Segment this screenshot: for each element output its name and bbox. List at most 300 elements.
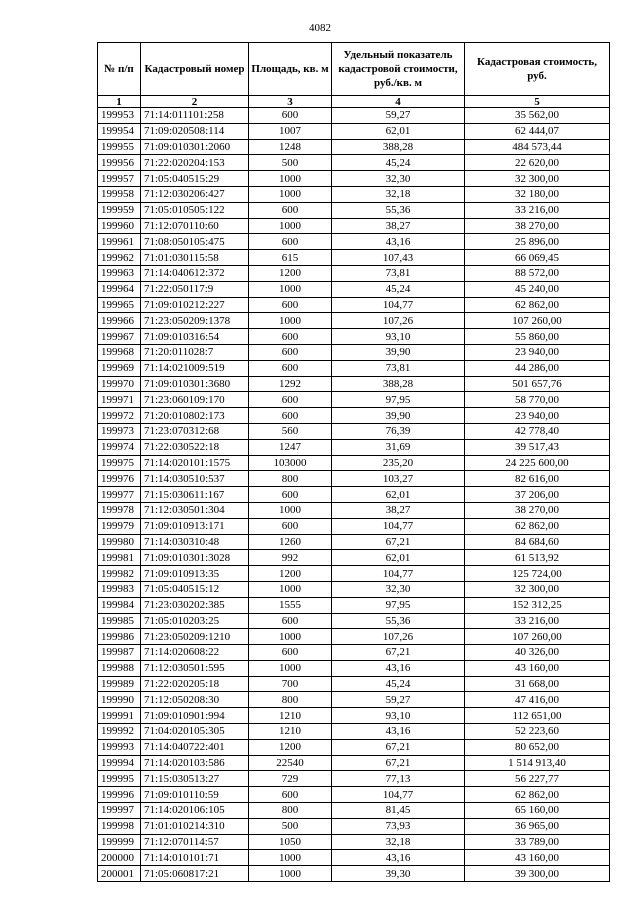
row-number-cell: 199991 — [98, 708, 141, 724]
cadastral-value-cell: 61 513,92 — [465, 550, 610, 566]
column-number: 3 — [249, 96, 332, 108]
area-cell: 1000 — [249, 850, 332, 866]
column-number-row — [98, 96, 610, 108]
area-cell: 1210 — [249, 724, 332, 740]
specific-value-cell: 104,77 — [332, 787, 465, 803]
area-cell: 729 — [249, 771, 332, 787]
area-cell: 600 — [249, 787, 332, 803]
area-cell: 1247 — [249, 439, 332, 455]
row-number-cell: 199983 — [98, 581, 141, 597]
row-number-cell: 199964 — [98, 281, 141, 297]
area-cell: 1000 — [249, 171, 332, 187]
specific-value-cell: 104,77 — [332, 518, 465, 534]
row-number-cell: 199953 — [98, 108, 141, 124]
specific-value-cell: 59,27 — [332, 692, 465, 708]
cadastral-value-cell: 62 444,07 — [465, 123, 610, 139]
cadastral-value-cell: 31 668,00 — [465, 676, 610, 692]
specific-value-cell: 45,24 — [332, 155, 465, 171]
row-number-cell: 199993 — [98, 739, 141, 755]
cadastral-number-cell: 71:15:030513:27 — [141, 771, 249, 787]
cadastral-value-cell: 112 651,00 — [465, 708, 610, 724]
cadastral-number-cell: 71:14:020101:1575 — [141, 455, 249, 471]
cadastral-number-cell: 71:22:020205:18 — [141, 676, 249, 692]
row-number-cell: 199957 — [98, 171, 141, 187]
cadastral-number-cell: 71:23:030202:385 — [141, 597, 249, 613]
row-number-cell: 199970 — [98, 376, 141, 392]
cadastral-value-table — [97, 42, 610, 882]
cadastral-number-cell: 71:05:040515:29 — [141, 171, 249, 187]
table-row — [98, 186, 610, 202]
specific-value-cell: 43,16 — [332, 234, 465, 250]
table-row — [98, 139, 610, 155]
cadastral-number-cell: 71:05:010203:25 — [141, 613, 249, 629]
table-row — [98, 439, 610, 455]
row-number-cell: 199988 — [98, 660, 141, 676]
table-row — [98, 613, 610, 629]
row-number-cell: 199996 — [98, 787, 141, 803]
cadastral-value-cell: 23 940,00 — [465, 408, 610, 424]
specific-value-cell: 103,27 — [332, 471, 465, 487]
row-number-cell: 199955 — [98, 139, 141, 155]
table-row — [98, 581, 610, 597]
row-number-cell: 199981 — [98, 550, 141, 566]
cadastral-number-cell: 71:08:050105:475 — [141, 234, 249, 250]
cadastral-number-cell: 71:09:010301:3680 — [141, 376, 249, 392]
table-row — [98, 392, 610, 408]
area-cell: 700 — [249, 676, 332, 692]
cadastral-value-cell: 88 572,00 — [465, 265, 610, 281]
area-cell: 600 — [249, 408, 332, 424]
specific-value-cell: 107,26 — [332, 313, 465, 329]
specific-value-cell: 43,16 — [332, 724, 465, 740]
specific-value-cell: 38,27 — [332, 218, 465, 234]
table-row — [98, 629, 610, 645]
specific-value-cell: 73,81 — [332, 265, 465, 281]
area-cell: 1200 — [249, 265, 332, 281]
row-number-cell: 199985 — [98, 613, 141, 629]
cadastral-value-cell: 62 862,00 — [465, 787, 610, 803]
cadastral-value-cell: 55 860,00 — [465, 329, 610, 345]
cadastral-value-cell: 45 240,00 — [465, 281, 610, 297]
cadastral-number-cell: 71:09:010110:59 — [141, 787, 249, 803]
specific-value-cell: 32,30 — [332, 581, 465, 597]
table-row — [98, 739, 610, 755]
cadastral-value-cell: 152 312,25 — [465, 597, 610, 613]
table-row — [98, 123, 610, 139]
cadastral-value-cell: 40 326,00 — [465, 645, 610, 661]
row-number-cell: 200001 — [98, 866, 141, 882]
row-number-cell: 199989 — [98, 676, 141, 692]
row-number-cell: 199999 — [98, 834, 141, 850]
specific-value-cell: 67,21 — [332, 755, 465, 771]
specific-value-cell: 107,43 — [332, 250, 465, 266]
specific-value-cell: 45,24 — [332, 676, 465, 692]
area-cell: 560 — [249, 423, 332, 439]
table-row — [98, 818, 610, 834]
row-number-cell: 199994 — [98, 755, 141, 771]
cadastral-value-cell: 484 573,44 — [465, 139, 610, 155]
cadastral-number-cell: 71:12:030501:304 — [141, 502, 249, 518]
cadastral-number-cell: 71:20:011028:7 — [141, 344, 249, 360]
specific-value-cell: 67,21 — [332, 739, 465, 755]
area-cell: 600 — [249, 329, 332, 345]
area-cell: 1000 — [249, 281, 332, 297]
table-row — [98, 487, 610, 503]
row-number-cell: 199984 — [98, 597, 141, 613]
cadastral-value-cell: 52 223,60 — [465, 724, 610, 740]
cadastral-value-cell: 1 514 913,40 — [465, 755, 610, 771]
cadastral-value-cell: 35 562,00 — [465, 108, 610, 124]
area-cell: 500 — [249, 818, 332, 834]
cadastral-value-cell: 82 616,00 — [465, 471, 610, 487]
cadastral-number-cell: 71:22:020204:153 — [141, 155, 249, 171]
cadastral-number-cell: 71:14:030510:537 — [141, 471, 249, 487]
cadastral-number-cell: 71:14:020103:586 — [141, 755, 249, 771]
area-cell: 500 — [249, 155, 332, 171]
specific-value-cell: 93,10 — [332, 329, 465, 345]
cadastral-number-cell: 71:14:021009:519 — [141, 360, 249, 376]
row-number-cell: 199966 — [98, 313, 141, 329]
cadastral-value-cell: 25 896,00 — [465, 234, 610, 250]
table-row — [98, 265, 610, 281]
row-number-cell: 199963 — [98, 265, 141, 281]
row-number-cell: 199990 — [98, 692, 141, 708]
header-row — [98, 43, 610, 96]
specific-value-cell: 107,26 — [332, 629, 465, 645]
cadastral-value-cell: 62 862,00 — [465, 297, 610, 313]
cadastral-number-cell: 71:09:010913:35 — [141, 566, 249, 582]
cadastral-value-cell: 62 862,00 — [465, 518, 610, 534]
table-row — [98, 597, 610, 613]
cadastral-value-cell: 23 940,00 — [465, 344, 610, 360]
cadastral-value-cell: 58 770,00 — [465, 392, 610, 408]
table-row — [98, 502, 610, 518]
area-cell: 600 — [249, 645, 332, 661]
cadastral-number-cell: 71:22:030522:18 — [141, 439, 249, 455]
specific-value-cell: 93,10 — [332, 708, 465, 724]
column-number: 4 — [332, 96, 465, 108]
table-row — [98, 281, 610, 297]
table-body — [98, 108, 610, 882]
specific-value-cell: 43,16 — [332, 850, 465, 866]
cadastral-number-cell: 71:20:010802:173 — [141, 408, 249, 424]
cadastral-number-cell: 71:04:020105:305 — [141, 724, 249, 740]
specific-value-cell: 32,18 — [332, 186, 465, 202]
row-number-cell: 199975 — [98, 455, 141, 471]
row-number-cell: 199959 — [98, 202, 141, 218]
cadastral-number-cell: 71:12:070114:57 — [141, 834, 249, 850]
table-row — [98, 455, 610, 471]
row-number-cell: 199979 — [98, 518, 141, 534]
row-number-cell: 199962 — [98, 250, 141, 266]
table-row — [98, 218, 610, 234]
specific-value-cell: 67,21 — [332, 645, 465, 661]
area-cell: 600 — [249, 297, 332, 313]
row-number-cell: 199982 — [98, 566, 141, 582]
table-row — [98, 108, 610, 124]
cadastral-number-cell: 71:09:010913:171 — [141, 518, 249, 534]
cadastral-number-cell: 71:12:030206:427 — [141, 186, 249, 202]
cadastral-value-cell: 32 300,00 — [465, 171, 610, 187]
specific-value-cell: 59,27 — [332, 108, 465, 124]
specific-value-cell: 81,45 — [332, 803, 465, 819]
specific-value-cell: 39,30 — [332, 866, 465, 882]
specific-value-cell: 76,39 — [332, 423, 465, 439]
area-cell: 1248 — [249, 139, 332, 155]
area-cell: 800 — [249, 692, 332, 708]
row-number-cell: 199954 — [98, 123, 141, 139]
area-cell: 1000 — [249, 218, 332, 234]
table-row — [98, 471, 610, 487]
specific-value-cell: 32,30 — [332, 171, 465, 187]
specific-value-cell: 45,24 — [332, 281, 465, 297]
area-cell: 103000 — [249, 455, 332, 471]
header-row-number: № п/п — [98, 43, 141, 96]
column-number: 2 — [141, 96, 249, 108]
area-cell: 600 — [249, 518, 332, 534]
cadastral-number-cell: 71:14:020106:105 — [141, 803, 249, 819]
cadastral-number-cell: 71:12:030501:595 — [141, 660, 249, 676]
specific-value-cell: 62,01 — [332, 487, 465, 503]
cadastral-value-cell: 42 778,40 — [465, 423, 610, 439]
cadastral-number-cell: 71:01:030115:58 — [141, 250, 249, 266]
cadastral-number-cell: 71:22:050117:9 — [141, 281, 249, 297]
row-number-cell: 199980 — [98, 534, 141, 550]
header-specific-value: Удельный показатель кадастровой стоимости, руб./кв. м — [332, 43, 465, 96]
cadastral-value-cell: 38 270,00 — [465, 218, 610, 234]
specific-value-cell: 97,95 — [332, 597, 465, 613]
area-cell: 800 — [249, 471, 332, 487]
table-row — [98, 866, 610, 882]
header-area: Площадь, кв. м — [249, 43, 332, 96]
cadastral-value-cell: 125 724,00 — [465, 566, 610, 582]
row-number-cell: 199997 — [98, 803, 141, 819]
table-row — [98, 755, 610, 771]
specific-value-cell: 77,13 — [332, 771, 465, 787]
table-row — [98, 171, 610, 187]
specific-value-cell: 388,28 — [332, 376, 465, 392]
area-cell: 22540 — [249, 755, 332, 771]
row-number-cell: 200000 — [98, 850, 141, 866]
row-number-cell: 199998 — [98, 818, 141, 834]
table-row — [98, 787, 610, 803]
table-row — [98, 344, 610, 360]
cadastral-number-cell: 71:15:030611:167 — [141, 487, 249, 503]
specific-value-cell: 32,18 — [332, 834, 465, 850]
row-number-cell: 199986 — [98, 629, 141, 645]
cadastral-number-cell: 71:05:040515:12 — [141, 581, 249, 597]
area-cell: 1000 — [249, 313, 332, 329]
specific-value-cell: 62,01 — [332, 550, 465, 566]
cadastral-value-cell: 22 620,00 — [465, 155, 610, 171]
cadastral-value-cell: 65 160,00 — [465, 803, 610, 819]
specific-value-cell: 388,28 — [332, 139, 465, 155]
cadastral-number-cell: 71:09:010901:994 — [141, 708, 249, 724]
area-cell: 1292 — [249, 376, 332, 392]
specific-value-cell: 73,93 — [332, 818, 465, 834]
specific-value-cell: 97,95 — [332, 392, 465, 408]
specific-value-cell: 62,01 — [332, 123, 465, 139]
cadastral-number-cell: 71:05:010505:122 — [141, 202, 249, 218]
table-row — [98, 708, 610, 724]
row-number-cell: 199976 — [98, 471, 141, 487]
cadastral-value-cell: 47 416,00 — [465, 692, 610, 708]
cadastral-value-cell: 33 789,00 — [465, 834, 610, 850]
specific-value-cell: 67,21 — [332, 534, 465, 550]
area-cell: 615 — [249, 250, 332, 266]
area-cell: 600 — [249, 234, 332, 250]
row-number-cell: 199978 — [98, 502, 141, 518]
cadastral-value-cell: 43 160,00 — [465, 660, 610, 676]
area-cell: 1000 — [249, 502, 332, 518]
table-row — [98, 408, 610, 424]
page-number: 4082 — [309, 22, 331, 34]
cadastral-number-cell: 71:12:070110:60 — [141, 218, 249, 234]
area-cell: 1200 — [249, 566, 332, 582]
cadastral-number-cell: 71:14:030310:48 — [141, 534, 249, 550]
cadastral-value-cell: 80 652,00 — [465, 739, 610, 755]
area-cell: 1000 — [249, 866, 332, 882]
row-number-cell: 199972 — [98, 408, 141, 424]
specific-value-cell: 38,27 — [332, 502, 465, 518]
specific-value-cell: 55,36 — [332, 613, 465, 629]
specific-value-cell: 39,90 — [332, 344, 465, 360]
table-row — [98, 297, 610, 313]
area-cell: 1050 — [249, 834, 332, 850]
cadastral-number-cell: 71:14:011101:258 — [141, 108, 249, 124]
table-row — [98, 660, 610, 676]
row-number-cell: 199973 — [98, 423, 141, 439]
area-cell: 600 — [249, 392, 332, 408]
row-number-cell: 199961 — [98, 234, 141, 250]
table-row — [98, 423, 610, 439]
area-cell: 1200 — [249, 739, 332, 755]
row-number-cell: 199987 — [98, 645, 141, 661]
cadastral-value-cell: 33 216,00 — [465, 202, 610, 218]
cadastral-value-cell: 32 180,00 — [465, 186, 610, 202]
area-cell: 1000 — [249, 186, 332, 202]
cadastral-value-cell: 66 069,45 — [465, 250, 610, 266]
row-number-cell: 199968 — [98, 344, 141, 360]
cadastral-number-cell: 71:12:050208:30 — [141, 692, 249, 708]
specific-value-cell: 235,20 — [332, 455, 465, 471]
row-number-cell: 199971 — [98, 392, 141, 408]
specific-value-cell: 104,77 — [332, 566, 465, 582]
cadastral-value-cell: 84 684,60 — [465, 534, 610, 550]
row-number-cell: 199956 — [98, 155, 141, 171]
table-row — [98, 850, 610, 866]
cadastral-number-cell: 71:23:050209:1210 — [141, 629, 249, 645]
specific-value-cell: 73,81 — [332, 360, 465, 376]
table-row — [98, 692, 610, 708]
table-row — [98, 155, 610, 171]
cadastral-number-cell: 71:09:010212:227 — [141, 297, 249, 313]
row-number-cell: 199967 — [98, 329, 141, 345]
specific-value-cell: 39,90 — [332, 408, 465, 424]
area-cell: 600 — [249, 613, 332, 629]
row-number-cell: 199965 — [98, 297, 141, 313]
cadastral-value-cell: 43 160,00 — [465, 850, 610, 866]
specific-value-cell: 104,77 — [332, 297, 465, 313]
row-number-cell: 199958 — [98, 186, 141, 202]
area-cell: 992 — [249, 550, 332, 566]
table-row — [98, 566, 610, 582]
area-cell: 1000 — [249, 581, 332, 597]
cadastral-number-cell: 71:23:050209:1378 — [141, 313, 249, 329]
cadastral-number-cell: 71:23:070312:68 — [141, 423, 249, 439]
area-cell: 1000 — [249, 660, 332, 676]
cadastral-number-cell: 71:05:060817:21 — [141, 866, 249, 882]
cadastral-value-cell: 37 206,00 — [465, 487, 610, 503]
cadastral-value-cell: 33 216,00 — [465, 613, 610, 629]
area-cell: 1210 — [249, 708, 332, 724]
area-cell: 1000 — [249, 629, 332, 645]
area-cell: 600 — [249, 344, 332, 360]
table-row — [98, 360, 610, 376]
row-number-cell: 199995 — [98, 771, 141, 787]
cadastral-value-cell: 107 260,00 — [465, 313, 610, 329]
specific-value-cell: 43,16 — [332, 660, 465, 676]
table-row — [98, 250, 610, 266]
table-row — [98, 550, 610, 566]
table-row — [98, 234, 610, 250]
table-row — [98, 329, 610, 345]
row-number-cell: 199969 — [98, 360, 141, 376]
cadastral-number-cell: 71:09:010316:54 — [141, 329, 249, 345]
header-cadastral-value: Кадастровая стоимость, руб. — [465, 43, 610, 96]
area-cell: 600 — [249, 202, 332, 218]
cadastral-number-cell: 71:14:010101:71 — [141, 850, 249, 866]
cadastral-value-cell: 501 657,76 — [465, 376, 610, 392]
table-row — [98, 534, 610, 550]
cadastral-number-cell: 71:01:010214:310 — [141, 818, 249, 834]
area-cell: 600 — [249, 487, 332, 503]
table-row — [98, 202, 610, 218]
cadastral-number-cell: 71:14:040722:401 — [141, 739, 249, 755]
table-row — [98, 803, 610, 819]
cadastral-number-cell: 71:09:010301:2060 — [141, 139, 249, 155]
cadastral-value-cell: 36 965,00 — [465, 818, 610, 834]
cadastral-number-cell: 71:14:020608:22 — [141, 645, 249, 661]
cadastral-value-cell: 24 225 600,00 — [465, 455, 610, 471]
header-cadastral-number: Кадастровый номер — [141, 43, 249, 96]
table-row — [98, 676, 610, 692]
table-row — [98, 376, 610, 392]
cadastral-value-cell: 39 517,43 — [465, 439, 610, 455]
area-cell: 1007 — [249, 123, 332, 139]
area-cell: 600 — [249, 108, 332, 124]
row-number-cell: 199960 — [98, 218, 141, 234]
row-number-cell: 199974 — [98, 439, 141, 455]
row-number-cell: 199992 — [98, 724, 141, 740]
cadastral-value-cell: 56 227,77 — [465, 771, 610, 787]
area-cell: 800 — [249, 803, 332, 819]
column-number: 1 — [98, 96, 141, 108]
cadastral-number-cell: 71:09:020508:114 — [141, 123, 249, 139]
cadastral-number-cell: 71:23:060109:170 — [141, 392, 249, 408]
cadastral-value-cell: 44 286,00 — [465, 360, 610, 376]
table-row — [98, 313, 610, 329]
column-number: 5 — [465, 96, 610, 108]
table-row — [98, 518, 610, 534]
cadastral-number-cell: 71:09:010301:3028 — [141, 550, 249, 566]
row-number-cell: 199977 — [98, 487, 141, 503]
area-cell: 600 — [249, 360, 332, 376]
area-cell: 1260 — [249, 534, 332, 550]
cadastral-value-cell: 39 300,00 — [465, 866, 610, 882]
cadastral-value-cell: 38 270,00 — [465, 502, 610, 518]
cadastral-value-cell: 32 300,00 — [465, 581, 610, 597]
